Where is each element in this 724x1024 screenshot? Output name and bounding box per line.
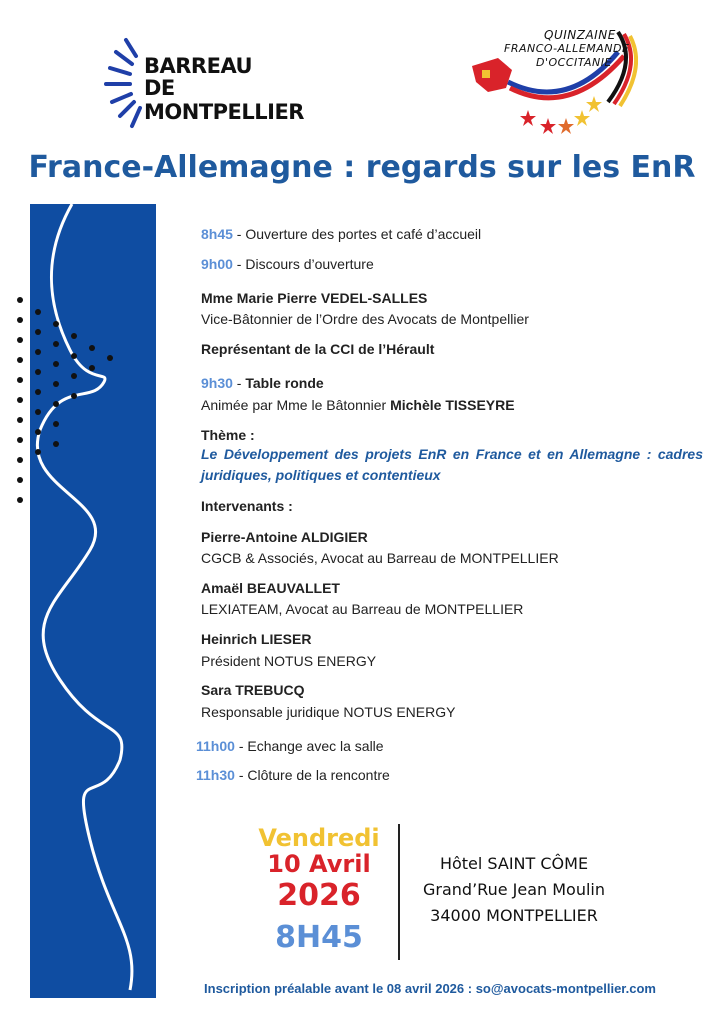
panelist-name: Heinrich LIESER xyxy=(201,631,312,647)
event-hour: 8H45 xyxy=(275,920,363,955)
panelist-role: LEXIATEAM, Avocat au Barreau de MONTPELLIER xyxy=(201,601,524,617)
theme-label: Thème : xyxy=(201,427,255,443)
agenda-item-exchange xyxy=(196,738,384,754)
agenda-item-closing xyxy=(196,767,390,783)
host-name: Michèle TISSEYRE xyxy=(390,397,515,413)
speaker1-name: Mme Marie Pierre VEDEL-SALLES xyxy=(201,290,428,306)
panelist-role: Président NOTUS ENERGY xyxy=(201,653,377,669)
venue-line: Grand’Rue Jean Moulin xyxy=(423,880,605,899)
host-prefix: Animée par Mme le Bâtonnier xyxy=(201,397,391,413)
roundtable-label: Table ronde xyxy=(245,375,324,391)
event-year: 2026 xyxy=(277,878,361,913)
event-divider xyxy=(398,824,400,960)
theme-text: Le Développement des projets EnR en France et en Allemagne : cadres juridiques, politiques et contentieux xyxy=(201,446,703,483)
logo-right-line2: FRANCO-ALLEMANDE xyxy=(504,42,630,55)
event-date: 10 Avril xyxy=(267,850,371,878)
agenda-text: - Ouverture des portes et café d’accueil xyxy=(232,226,482,242)
agenda-sep: - xyxy=(232,375,246,391)
agenda-text: - Clôture de la rencontre xyxy=(234,767,390,783)
panelist-name: Amaël BEAUVALLET xyxy=(201,580,340,596)
logo-left-line2: DE MONTPELLIER xyxy=(144,76,304,124)
agenda-item-speech xyxy=(201,256,374,272)
venue-line: Hôtel SAINT CÔME xyxy=(439,854,589,873)
agenda-time: 9h00 xyxy=(201,256,233,272)
logo-left-line1: BARREAU xyxy=(144,54,253,78)
agenda-text: - Discours d’ouverture xyxy=(232,256,374,272)
agenda-time: 9h30 xyxy=(201,375,233,391)
panelist-name: Pierre-Antoine ALDIGIER xyxy=(201,529,368,545)
venue-line: 34000 MONTPELLIER xyxy=(430,906,598,925)
agenda-time: 11h00 xyxy=(196,738,235,754)
page-title: France-Allemagne : regards sur les EnR xyxy=(28,150,696,185)
panelist-role: Responsable juridique NOTUS ENERGY xyxy=(201,704,456,720)
agenda-item-roundtable xyxy=(201,375,324,391)
panel-label: Intervenants : xyxy=(201,498,293,514)
quinzaine-franco-allemande-logo xyxy=(468,22,638,142)
agenda-text: - Echange avec la salle xyxy=(234,738,384,754)
decorative-ribbon-and-dots xyxy=(0,200,170,1000)
agenda-time: 11h30 xyxy=(196,767,235,783)
registration-footer: Inscription préalable avant le 08 avril 2026 : so@avocats-montpellier.com xyxy=(204,981,656,996)
panelist-role: CGCB & Associés, Avocat au Barreau de MONTPELLIER xyxy=(201,550,559,566)
event-day: Vendredi xyxy=(258,824,380,852)
agenda-time: 8h45 xyxy=(201,226,233,242)
roundtable-host xyxy=(201,397,515,413)
barreau-montpellier-logo xyxy=(100,30,340,130)
logo-right-line3: D'OCCITANIE xyxy=(536,56,612,69)
speaker1-role: Vice-Bâtonnier de l’Ordre des Avocats de Montpellier xyxy=(201,311,529,327)
panelist-name: Sara TREBUCQ xyxy=(201,682,305,698)
logo-right-line1: QUINZAINE xyxy=(544,28,616,42)
agenda-item-opening xyxy=(201,226,481,242)
speaker2-name: Représentant de la CCI de l’Hérault xyxy=(201,341,435,357)
